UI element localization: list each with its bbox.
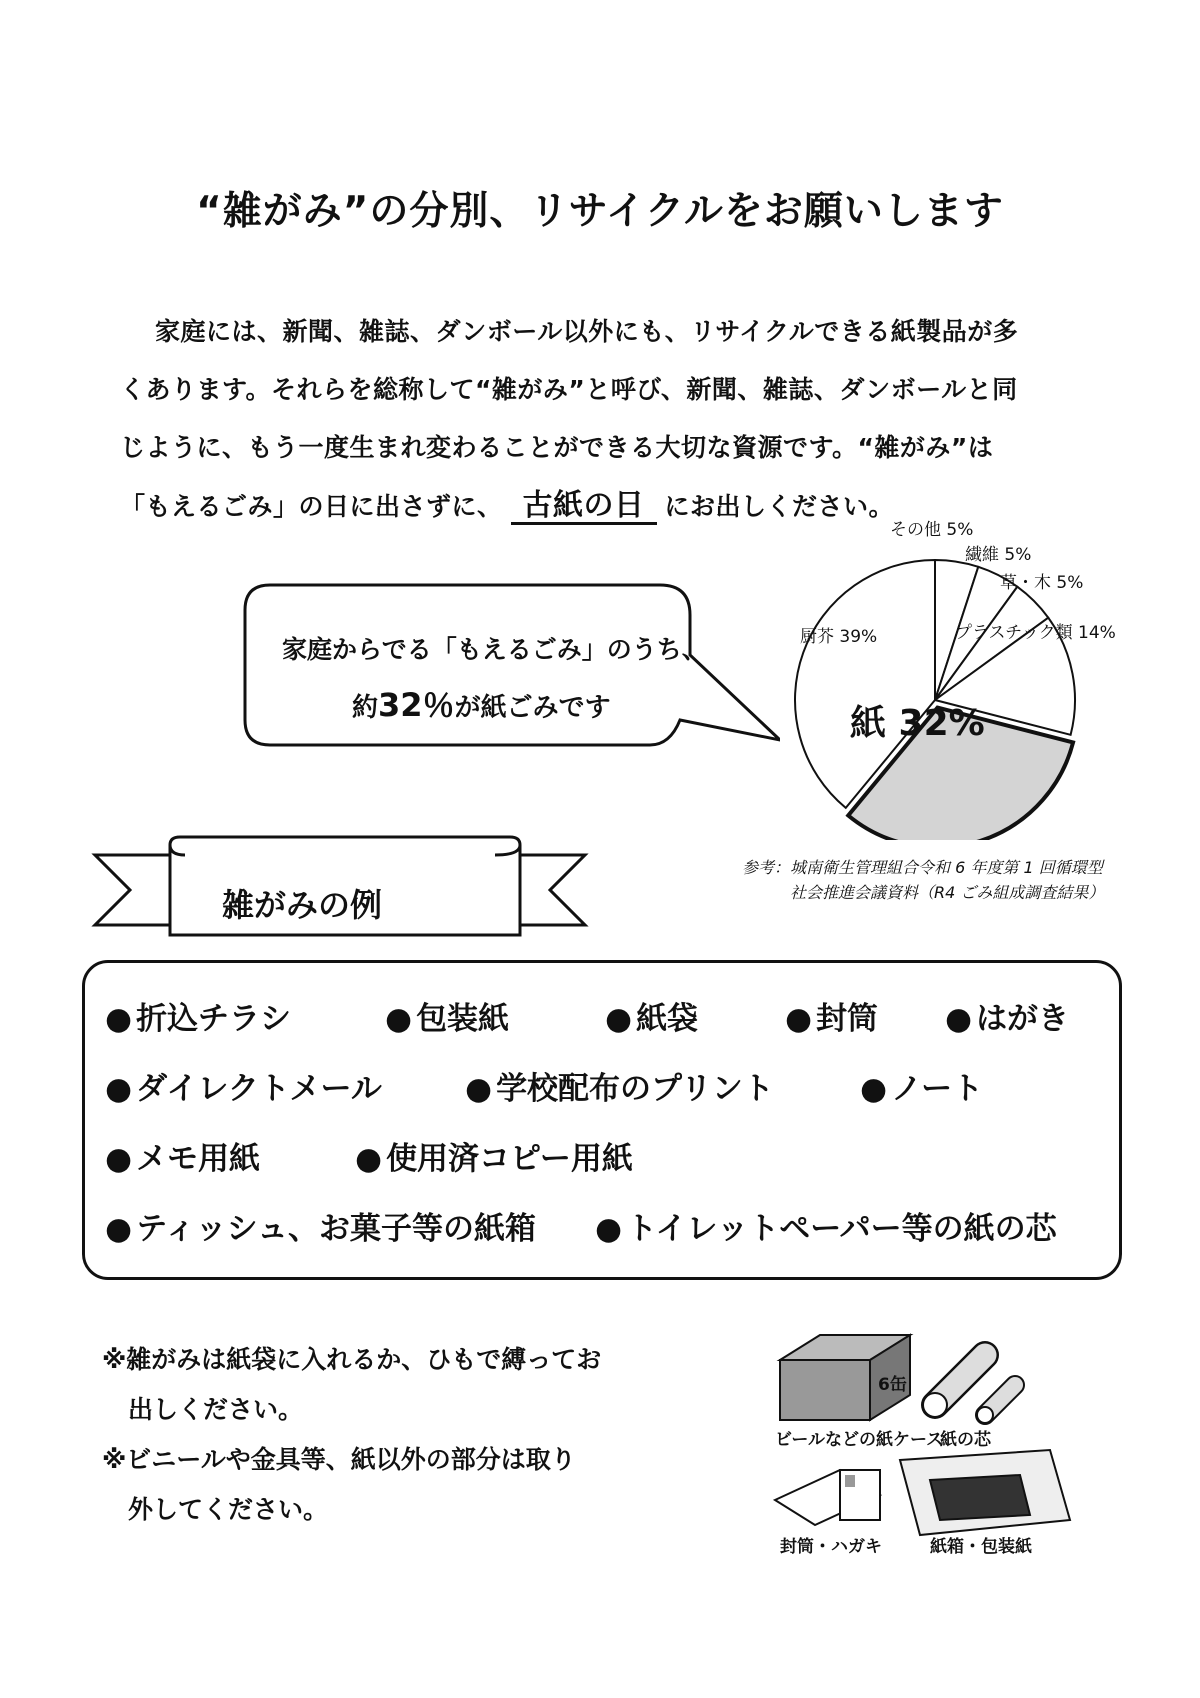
beer-case-label: ビールなどの紙ケース xyxy=(775,1430,944,1450)
intro-line-4-before: 「もえるごみ」の日に出さずに、 xyxy=(120,492,503,521)
paper-day-highlight: 古紙の日 xyxy=(511,490,657,525)
paper-core-label: 紙の芯 xyxy=(940,1430,991,1450)
example-item: ● ノート xyxy=(860,1063,983,1108)
bubble-suffix: が紙ごみです xyxy=(454,693,611,723)
bubble-prefix: 約 xyxy=(352,693,379,723)
examples-heading: 雑がみの例 xyxy=(221,886,382,924)
example-item: ● 折込チラシ xyxy=(105,993,291,1038)
pie-label-6: 厨芥 39% xyxy=(800,627,878,647)
intro-line-1: 家庭には、新聞、雑誌、ダンボール以外にも、リサイクルできる紙製品が多 xyxy=(155,317,1019,346)
source-note-line-2: 社会推進会議資料（R4 ごみ組成調査結果） xyxy=(790,883,1105,902)
paper-box-wrapping-icon xyxy=(900,1450,1070,1535)
waste-composition-pie-chart xyxy=(770,520,1190,840)
bubble-value: 32％ xyxy=(378,686,455,724)
example-item: ● 包装紙 xyxy=(385,993,509,1038)
pie-label-1: その他 5% xyxy=(890,520,974,540)
note-line-1: ※雑がみは紙袋に入れるか、ひもで縛ってお xyxy=(102,1345,602,1374)
page-title: “雑がみ”の分別、リサイクルをお願いします xyxy=(196,189,1004,234)
example-item: ● 紙袋 xyxy=(605,993,698,1038)
beer-case-mark: 6缶 xyxy=(878,1375,907,1395)
example-item: ● はがき xyxy=(945,993,1069,1038)
examples-box xyxy=(82,960,1122,1280)
pie-label-4: プラスチック類 14% xyxy=(955,623,1116,643)
example-item: ● 使用済コピー用紙 xyxy=(355,1133,633,1178)
intro-line-3: じように、もう一度生まれ変わることができる大切な資源です。“雑がみ”は xyxy=(120,433,994,462)
speech-bubble xyxy=(240,580,780,760)
bubble-text-line-1: 家庭からでる「もえるごみ」のうち、 xyxy=(282,635,707,664)
bubble-text-line-2 xyxy=(352,680,611,726)
intro-line-4-after: にお出しください。 xyxy=(664,492,895,521)
note-line-2: 出しください。 xyxy=(128,1395,304,1424)
paper-core-icon xyxy=(923,1355,1015,1423)
envelope-postcard-icon xyxy=(775,1470,880,1525)
paper-examples-illustration xyxy=(770,1320,1080,1560)
example-item: ● 封筒 xyxy=(785,993,878,1038)
example-item: ● トイレットペーパー等の紙の芯 xyxy=(595,1203,1057,1248)
paper-box-wrapping-label: 紙箱・包装紙 xyxy=(930,1537,1032,1557)
example-item: ● メモ用紙 xyxy=(105,1133,260,1178)
example-item: ● 学校配布のプリント xyxy=(465,1063,774,1108)
pie-label-3: 草・木 5% xyxy=(1000,573,1084,593)
intro-line-2: くあります。それらを総称して“雑がみ”と呼び、新聞、雑誌、ダンボールと同 xyxy=(120,375,1018,404)
source-note-line-1: 参考：城南衛生管理組合令和 6 年度第 1 回循環型 xyxy=(742,858,1103,877)
envelope-postcard-label: 封筒・ハガキ xyxy=(780,1537,882,1557)
pie-label-5: 紙 32% xyxy=(850,703,985,744)
pie-label-2: 繊維 5% xyxy=(965,545,1032,565)
example-item: ● ダイレクトメール xyxy=(105,1063,382,1108)
example-item: ● ティッシュ、お菓子等の紙箱 xyxy=(105,1203,536,1248)
note-line-4: 外してください。 xyxy=(128,1495,329,1524)
note-line-3: ※ビニールや金具等、紙以外の部分は取り xyxy=(102,1445,576,1474)
beer-case-icon xyxy=(780,1335,910,1420)
